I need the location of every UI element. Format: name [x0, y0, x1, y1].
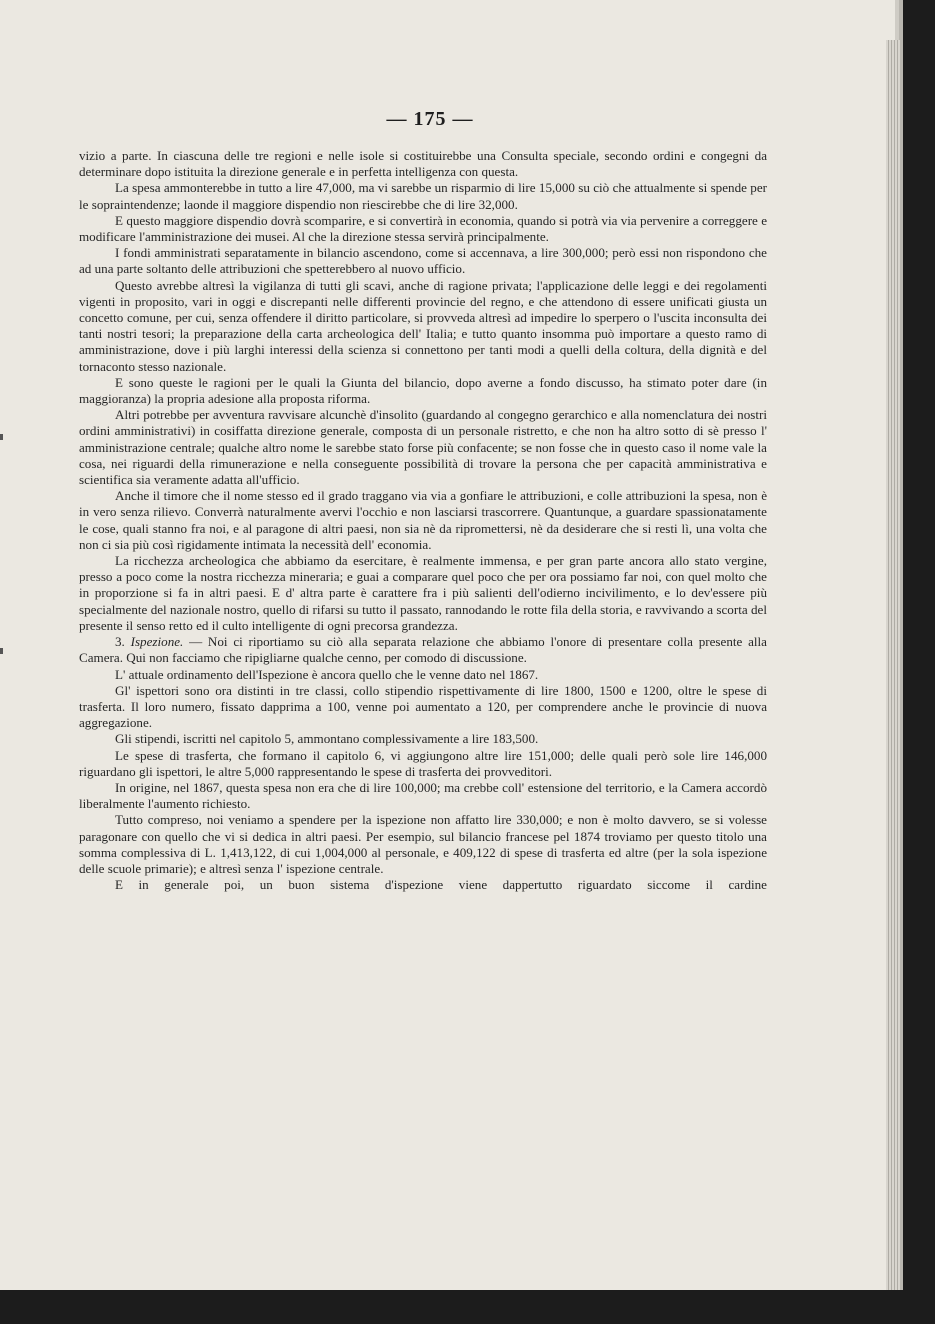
- section-paragraph: [79, 634, 767, 666]
- paragraph: Questo avrebbe altresì la vigilanza di tutti gli scavi, anche di ragione privata; l'applicazione delle leggi e dei regolamenti vigenti in proposito, vari in oggi e discrepanti nelle differenti provincie del regno, e che attendono di essere unificati giusta un concetto comune, per cui, senza offendere il diritto particolare, si provveda altresì ad impedire lo sperpero o l'uscita inconsulta dei tanti nostri tesori; la preparazione della carta archeologica dell' Italia; e tutto quanto insomma può importare a questo ramo di amministrazione, dove i più larghi interessi della scienza si connettono per tanti modi a quelli della coltura, della dignità e del tornaconto stesso nazionale.: [79, 277, 767, 374]
- section-number: 3.: [115, 634, 125, 650]
- section-title: Ispezione.: [130, 634, 184, 650]
- paragraph: Gli stipendi, iscritti nel capitolo 5, ammontano complessivamente a lire 183,500.: [115, 731, 539, 747]
- paragraph: vizio a parte. In ciascuna delle tre regioni e nelle isole si costituirebbe una Consulta speciale, secondo ordini e congegni da determinare dopo istituita la direzione generale e in perfetta intelligenza con questa.: [79, 148, 767, 180]
- paragraph: I fondi amministrati separatamente in bilancio ascendono, come si accennava, a lire 300,000; però essi non rispondono che ad una parte soltanto delle attribuzioni che spetterebbero al nuovo ufficio.: [79, 245, 767, 277]
- paragraph: L' attuale ordinamento dell'Ispezione è ancora quello che le venne dato nel 1867.: [115, 666, 539, 682]
- body-text: [79, 148, 767, 893]
- paragraph: Altri potrebbe per avventura ravvisare alcunchè d'insolito (guardando al congegno gerarchico e alla nomenclatura dei nostri ordini amministrativi) in cosiffatta direzione generale, composta di un personale ristretto, e che non ha altro sotto di sè presso l' amministrazione centrale; qualche altro nome le sarebbe stato forse più confacente; se non fosse che in questo caso il nome vale la cosa, nei riguardi della rimunerazione e nella conseguente possibilità di trovare la persona che per capacità amministrativa e scientifica sia veramente adatta all'ufficio.: [79, 407, 767, 488]
- margin-mark: [0, 434, 3, 440]
- margin-mark: [0, 648, 3, 654]
- section-text: — Noi ci riportiamo su ciò alla separata relazione che abbiamo l'onore di presentare colla presente alla Camera. Qui non facciamo che ripigliarne qualche cenno, per comodo di discussione.: [79, 634, 767, 666]
- page-number: — 175 —: [386, 108, 474, 130]
- paragraph: Tutto compreso, noi veniamo a spendere per la ispezione non affatto lire 330,000; e non è molto davvero, se si volesse paragonare con quello che vi si dedica in altri paesi. Per esempio, sul bilancio francese pel 1874 troviamo per questo titolo una somma complessiva di L. 1,413,122, di cui 1,004,000 al personale, e 409,122 di spese di trasferta ed altre (per la sola ispezione delle scuole primarie); e altresì senza l' ispezione centrale.: [79, 812, 767, 876]
- page-edge: [886, 40, 900, 1290]
- paragraph: E questo maggiore dispendio dovrà scomparire, e si convertirà in economia, quando si potrà via via pervenire a correggere e modificare l'amministrazione dei musei. Al che la direzione stessa servirà principalmente.: [79, 212, 767, 245]
- paragraph: Le spese di trasferta, che formano il capitolo 6, vi aggiungono altre lire 151,000; delle quali però sole lire 146,000 riguardano gli ispettori, le altre 5,000 rappresentando le spese di trasferta dei provveditori.: [79, 747, 767, 779]
- paragraph: La spesa ammonterebbe in tutto a lire 47,000, ma vi sarebbe un risparmio di lire 15,000 su ciò che attualmente si spende per le sopraintendenze; laonde il maggiore dispendio non riescirebbe che di lire 32,000.: [79, 180, 767, 212]
- paragraph: Anche il timore che il nome stesso ed il grado traggano via via a gonfiare le attribuzioni, e colle attribuzioni la spesa, non è in vero senza rilievo. Converrà naturalmente avervi l'occhio e non lasciarsi trascorrere. Quantunque, a guardare spassionatamente le cose, quali stanno fra noi, e al paragone di altri paesi, non sia nè da ripromettersi, nè da desiderare che si resti lì, una volta che non ci sia più così rigidamente intimata la necessità dell' economia.: [79, 488, 767, 552]
- paragraph: E sono queste le ragioni per le quali la Giunta del bilancio, dopo averne a fondo discusso, ha stimato poter dare (in maggioranza) la propria adesione alla proposta riforma.: [79, 374, 767, 407]
- paragraph: E in generale poi, un buon sistema d'ispezione viene dappertutto riguardato siccome il cardine: [115, 877, 767, 893]
- paragraph: Gl' ispettori sono ora distinti in tre classi, collo stipendio rispettivamente di lire 1800, 1500 e 1200, oltre le spese di trasferta. Il loro numero, fissato dapprima a 100, venne poi aumentato a 120, per comprendere anche le provincie di nuova aggregazione.: [79, 682, 767, 731]
- paragraph: In origine, nel 1867, questa spesa non era che di lire 100,000; ma crebbe coll' estensione del territorio, e la Camera accordò liberalmente l'aumento richiesto.: [79, 779, 767, 812]
- paragraph: La ricchezza archeologica che abbiamo da esercitare, è realmente immensa, e per gran parte ancora allo stato vergine, presso a poco come la nostra ricchezza mineraria; e guai a comparare quel poco che per ora possiamo far noi, con quel molto che in proporzione si fa in altri paesi. E d' altra parte è carattere fra i più salienti dell'odierno incivilimento, e lo dev'essere più specialmente del nazionale nostro, quello di rifarsi su tutto il passato, rannodando le rotte fila della storia, e ravvivando a scorta del presente il senso retto ed il culto intelligente di ogni precorsa grandezza.: [79, 553, 767, 633]
